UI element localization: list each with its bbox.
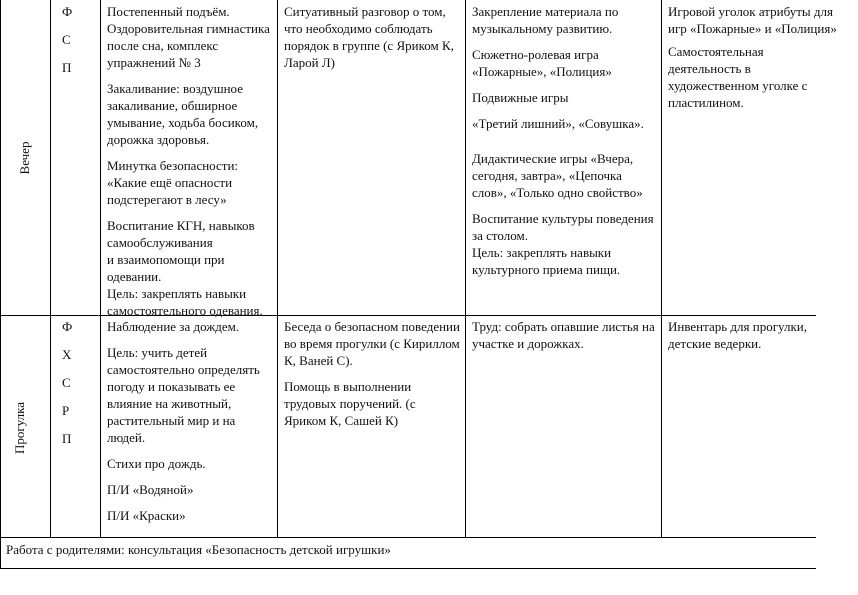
- text-block: Стихи про дождь.: [107, 456, 206, 471]
- walk-regime-moments: [107, 318, 275, 530]
- text-block: Минутка безопасности: «Какие ещё опасности подстерегают в лесу»: [107, 158, 239, 207]
- text-block: Воспитание культуры поведения за столом. Цель: закреплять навыки культурного приема пищи.: [472, 211, 654, 277]
- text-block: Воспитание КГН, навыков самообслуживания и взаимопомощи при одевании. Цель: закреплять навыки самостоятельного одевания.: [107, 218, 263, 318]
- letter: Ф: [62, 319, 73, 334]
- text-block: Дидактические игры «Вчера, сегодня, завтра», «Цепочка слов», «Только одно свойство»: [472, 151, 643, 200]
- column-divider: [277, 0, 278, 537]
- table-bottom-border: [0, 568, 816, 569]
- text-block: Закаливание: воздушное закаливание, обширное умывание, ходьба босиком, дорожка здоровья.: [107, 81, 259, 147]
- row-label-evening: Вечер: [17, 141, 32, 175]
- row-divider: [0, 537, 816, 538]
- text-block: Инвентарь для прогулки, детские ведерки.: [668, 319, 807, 351]
- letter: Х: [62, 347, 72, 362]
- walk-environment: [668, 318, 816, 358]
- text-block: Постепенный подъём. Оздоровительная гимнастика после сна, комплекс упражнений № 3: [107, 4, 270, 70]
- text-block: Наблюдение за дождем.: [107, 319, 240, 334]
- text-block: Ситуативный разговор о том, что необходимо соблюдать порядок в группе (с Яриком К, Ларой Л): [284, 4, 454, 70]
- table-left-border: [0, 0, 1, 569]
- walk-letters: [62, 318, 92, 458]
- evening-individual-work: [284, 3, 464, 77]
- text-block: Помощь в выполнении трудовых поручений. (с Яриком К, Сашей К): [284, 379, 416, 428]
- text-block: Сюжетно-ролевая игра «Пожарные», «Полиция»: [472, 47, 612, 79]
- row-label-walk: Прогулка: [12, 401, 27, 455]
- parents-work: Работа с родителями: консультация «Безопасность детской игрушки»: [6, 542, 391, 557]
- letter: С: [62, 375, 71, 390]
- text-block: Самостоятельная деятельность в художественном уголке с пластилином.: [668, 44, 808, 110]
- letter: С: [62, 32, 71, 47]
- walk-individual-work: [284, 318, 464, 435]
- text-block: Подвижные игры: [472, 90, 569, 105]
- letter: Р: [62, 403, 70, 418]
- text-block: П/И «Водяной»: [107, 482, 194, 497]
- evening-letters: [62, 3, 92, 87]
- column-divider: [100, 0, 101, 537]
- text-block: «Третий лишний», «Совушка».: [472, 116, 644, 131]
- letter: П: [62, 431, 72, 446]
- evening-group-activities: [472, 3, 660, 284]
- text-block: П/И «Краски»: [107, 508, 186, 523]
- letter: Ф: [62, 4, 73, 19]
- column-divider: [50, 0, 51, 537]
- column-divider: [465, 0, 466, 537]
- text-block: Беседа о безопасном поведении во время прогулки (с Кириллом К, Ваней С).: [284, 319, 460, 368]
- text-block: Закрепление материала по музыкальному развитию.: [472, 4, 619, 36]
- text-block: Цель: учить детей самостоятельно определять погоду и показывать ее влияние на животный, растительный мир и на людей.: [107, 345, 260, 445]
- evening-regime-moments: [107, 3, 275, 325]
- letter: П: [62, 60, 72, 75]
- walk-group-activities: [472, 318, 660, 358]
- text-block: Игровой уголок атрибуты для игр «Пожарные» и «Полиция»: [668, 4, 837, 36]
- text-block: Труд: собрать опавшие листья на участке и дорожках.: [472, 319, 655, 351]
- column-divider: [661, 0, 662, 537]
- evening-environment: [668, 3, 837, 117]
